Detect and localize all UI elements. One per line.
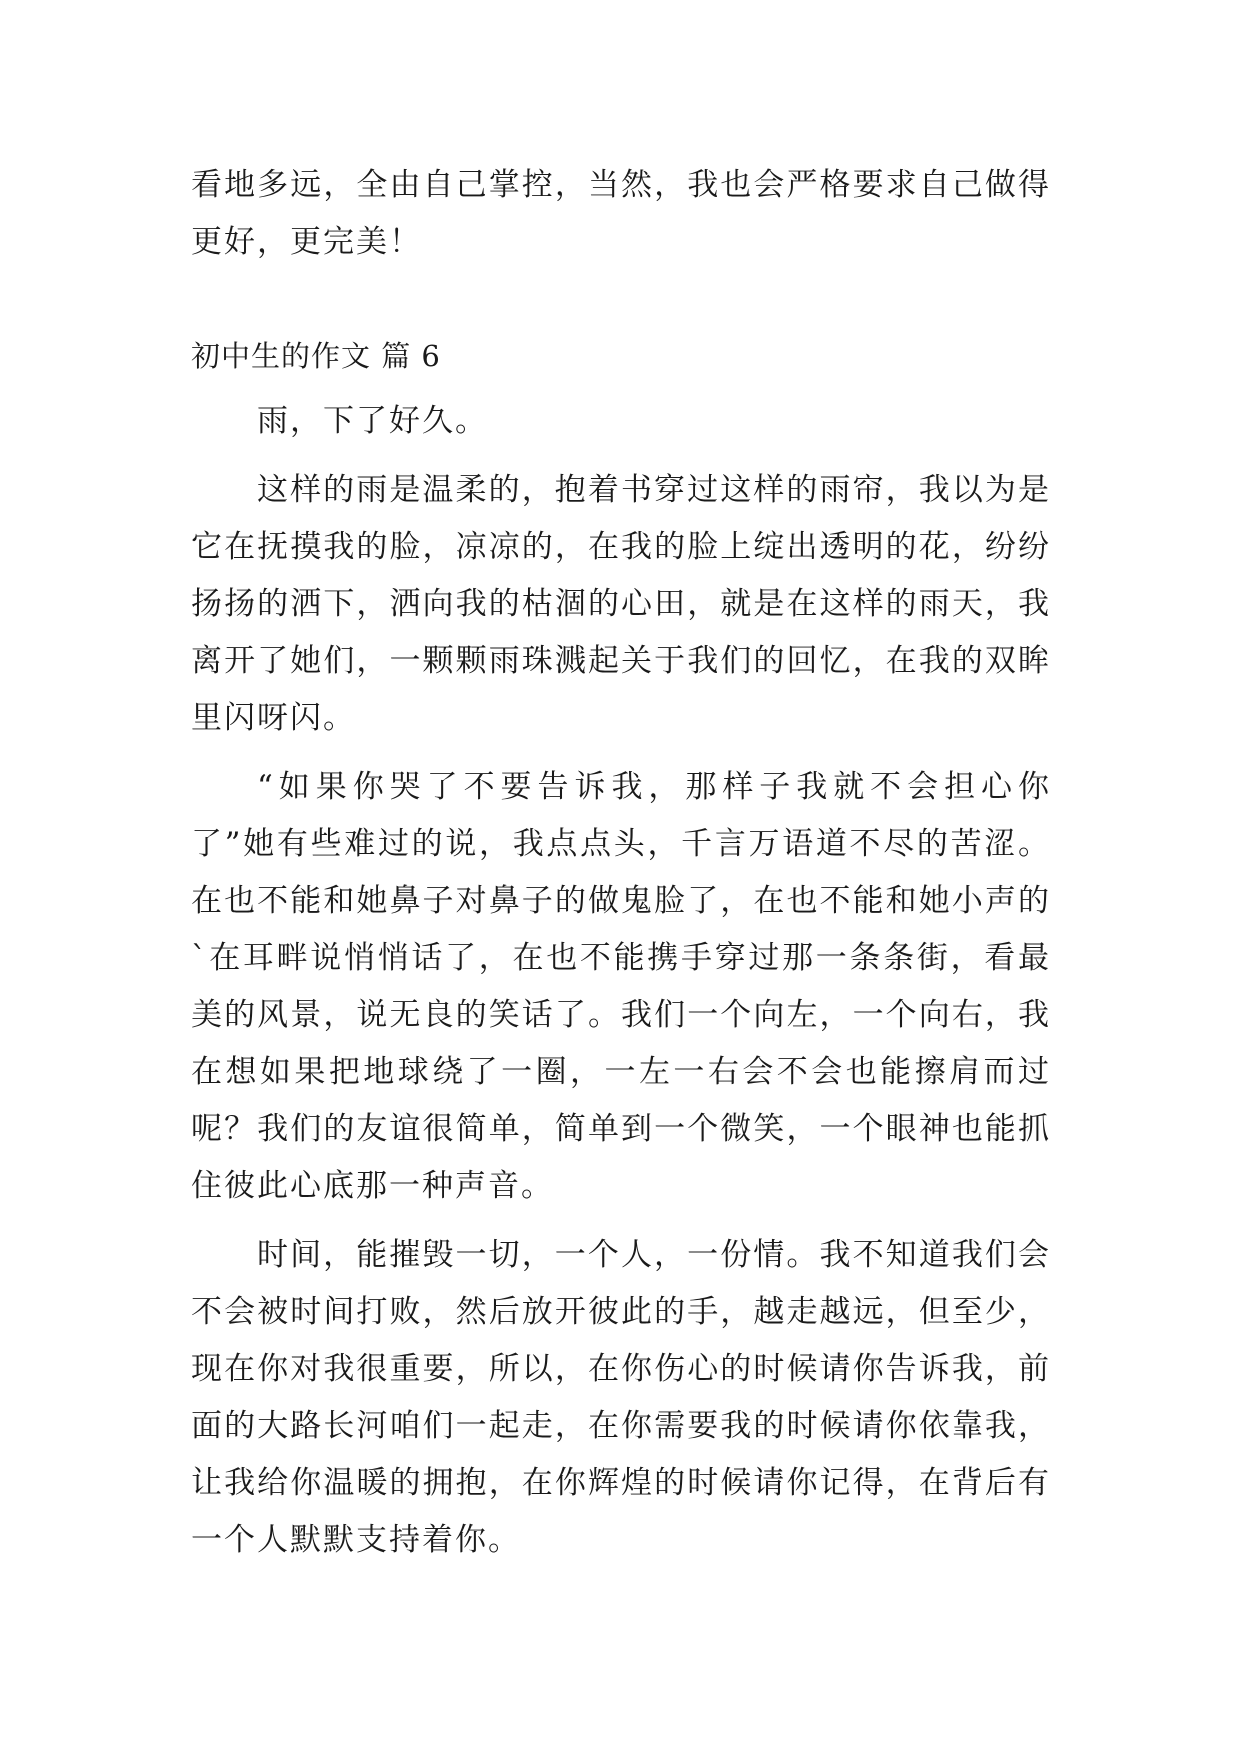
paragraph-4: 时间，能摧毁一切，一个人，一份情。我不知道我们会不会被时间打败，然后放开彼此的手，越走越远，但至少，现在你对我很重要，所以，在你伤心的时候请你告诉我，前面的大路长河咱们一起走，在你需要我的时候请你依靠我，让我给你温暖的拥抱，在你辉煌的时候请你记得，在背后有一个人默默支持着你。 <box>191 1237 1051 1558</box>
intro-paragraph: 看地多远，全由自己掌控，当然，我也会严格要求自己做得更好，更完美！ <box>191 167 1051 260</box>
essay-body <box>191 393 1051 1581</box>
paragraph-1: 雨，下了好久。 <box>257 403 488 439</box>
section-heading: 初中生的作文 篇 6 <box>191 339 441 373</box>
paragraph-2: 这样的雨是温柔的，抱着书穿过这样的雨帘，我以为是它在抚摸我的脸，凉凉的，在我的脸上绽出透明的花，纷纷扬扬的洒下，洒向我的枯涸的心田，就是在这样的雨天，我离开了她们，一颗颗雨珠溅起关于我们的回忆，在我的双眸里闪呀闪。 <box>191 472 1051 736</box>
paragraph-3: “如果你哭了不要告诉我，那样子我就不会担心你了”她有些难过的说，我点点头，千言万语道不尽的苦涩。在也不能和她鼻子对鼻子的做鬼脸了，在也不能和她小声的`在耳畔说悄悄话了，在也不能携手穿过那一条条街，看最美的风景，说无良的笑话了。我们一个向左，一个向右，我在想如果把地球绕了一圈，一左一右会不会也能擦肩而过呢？我们的友谊很简单，简单到一个微笑，一个眼神也能抓住彼此心底那一种声音。 <box>191 769 1051 1204</box>
